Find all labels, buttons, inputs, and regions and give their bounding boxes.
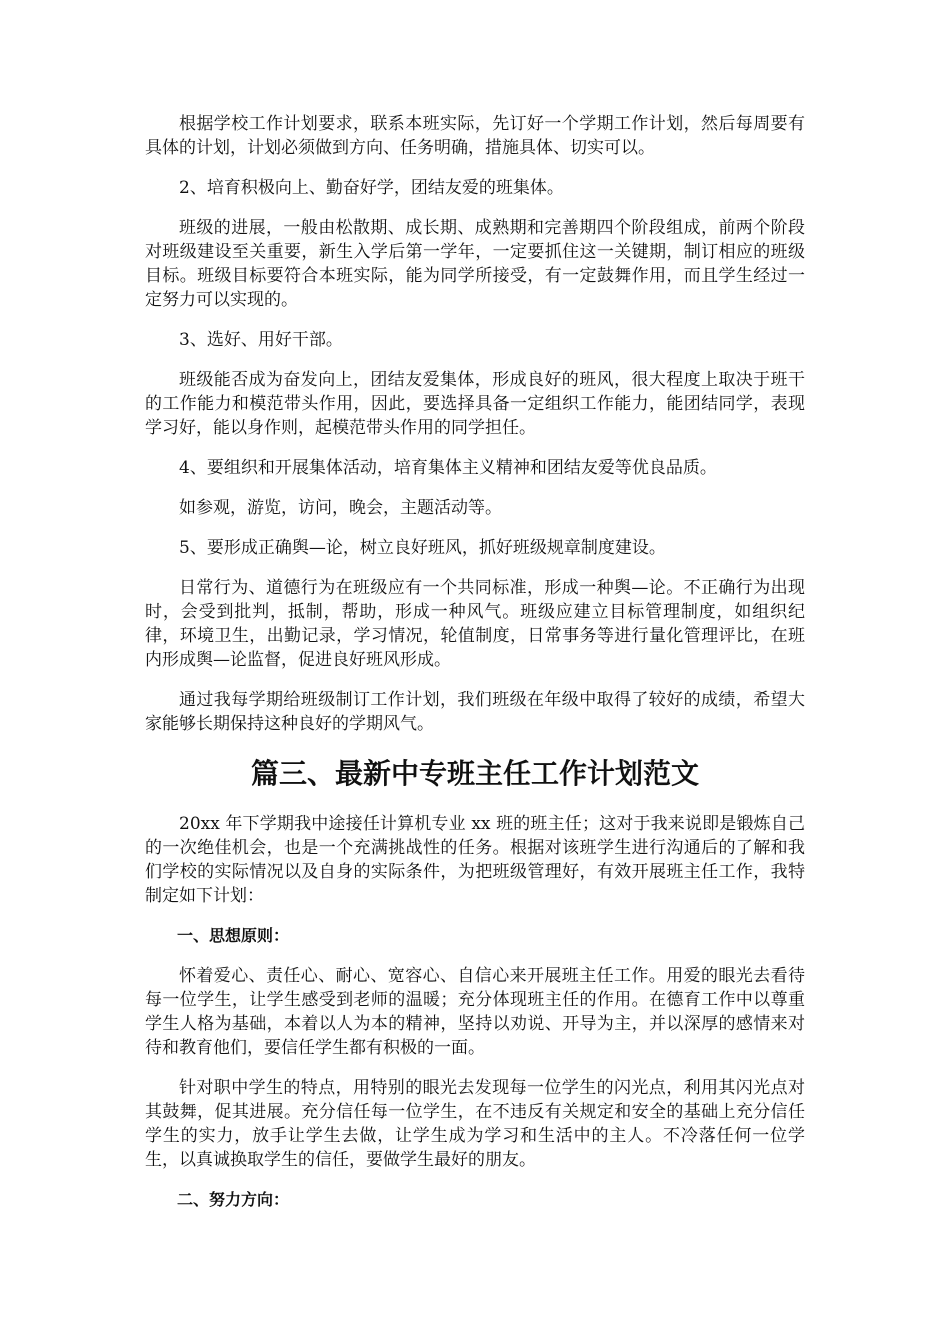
paragraph-behavior-standards: 日常行为、道德行为在班级应有一个共同标准，形成一种舆—论。不正确行为出现时，会受到批判，抵制，帮助，形成一种风气。班级应建立目标管理制度，如组织纪律，环境卫生，出勤记录，学习情况，轮值制度，日常事务等进行量化管理评比，在班内形成舆—论监督，促进良好班风形成。	[145, 578, 805, 670]
list-item-5: 5、要形成正确舆—论，树立良好班风，抓好班级规章制度建设。	[179, 538, 666, 558]
list-item-4: 4、要组织和开展集体活动，培育集体主义精神和团结友爱等优良品质。	[179, 458, 717, 478]
paragraph-introduction: 20xx 年下学期我中途接任计算机专业 xx 班的班主任；这对于我来说即是锻炼自己的一次绝佳机会，也是一个充满挑战性的任务。根据对该班学生进行沟通后的了解和我们学校的实际情况以及自身的实际条件，为把班级管理好，有效开展班主任工作，我特制定如下计划：	[145, 814, 805, 906]
paragraph-plan-requirement: 根据学校工作计划要求，联系本班实际，先订好一个学期工作计划，然后每周要有具体的计划，计划必须做到方向、任务明确，措施具体、切实可以。	[145, 114, 805, 158]
paragraph-conclusion: 通过我每学期给班级制订工作计划，我们班级在年级中取得了较好的成绩，希望大家能够长期保持这种良好的学期风气。	[145, 690, 805, 734]
paragraph-class-development: 班级的进展，一般由松散期、成长期、成熟期和完善期四个阶段组成，前两个阶段对班级建设至关重要，新生入学后第一学年，一定要抓住这一关键期，制订相应的班级目标。班级目标要符合本班实际，能为同学所接受，有一定鼓舞作用，而且学生经过一定努力可以实现的。	[145, 218, 805, 310]
paragraph-activities: 如参观，游览，访问，晚会，主题活动等。	[179, 498, 502, 518]
heading-effort-direction: 二、努力方向：	[177, 1190, 290, 1209]
section-title: 篇三、最新中专班主任工作计划范文	[250, 757, 699, 790]
heading-thought-principles: 一、思想原则：	[177, 926, 290, 945]
list-item-2: 2、培育积极向上、勤奋好学，团结友爱的班集体。	[179, 178, 564, 198]
paragraph-class-cadres: 班级能否成为奋发向上，团结友爱集体，形成良好的班风，很大程度上取决于班干的工作能力和模范带头作用，因此，要选择具备一定组织工作能力，能团结同学，表现学习好，能以身作则，起模范带头作用的同学担任。	[145, 370, 805, 438]
list-item-3: 3、选好、用好干部。	[179, 330, 343, 350]
paragraph-student-trust: 针对职中学生的特点，用特别的眼光去发现每一位学生的闪光点，利用其闪光点对其鼓舞，促其进展。充分信任每一位学生，在不违反有关规定和安全的基础上充分信任学生的实力，放手让学生去做，让学生成为学习和生活中的主人。不冷落任何一位学生，以真诚换取学生的信任，要做学生最好的朋友。	[145, 1078, 805, 1170]
document-page	[145, 112, 805, 1228]
paragraph-care-principles: 怀着爱心、责任心、耐心、宽容心、自信心来开展班主任工作。用爱的眼光去看待每一位学生，让学生感受到老师的温暖；充分体现班主任的作用。在德育工作中以尊重学生人格为基础，本着以人为本的精神，坚持以劝说、开导为主，并以深厚的感情来对待和教育他们，要信任学生都有积极的一面。	[145, 966, 805, 1058]
